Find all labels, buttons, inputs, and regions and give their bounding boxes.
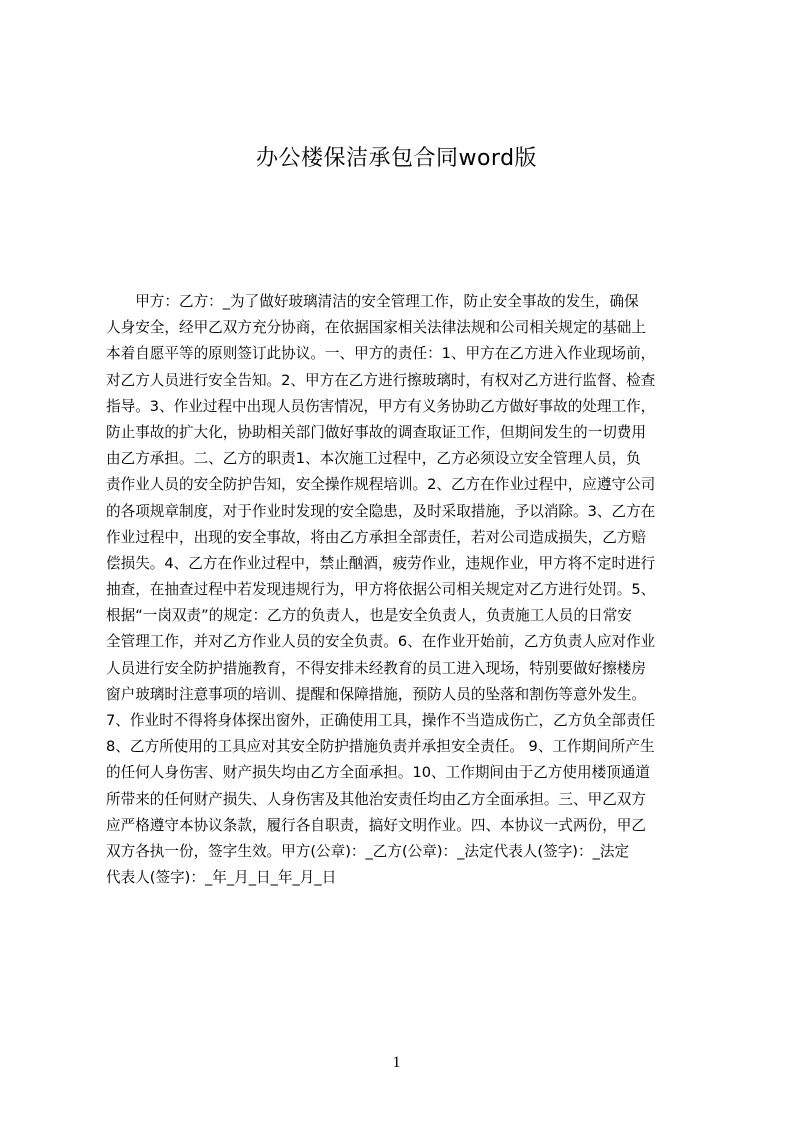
contract-body <box>106 289 698 909</box>
body-line: 由乙方承担。二、乙方的职责1、本次施工过程中，乙方必须设立安全管理人员，负 <box>106 450 641 468</box>
document-title: 办公楼保洁承包合同word版 <box>255 146 538 171</box>
body-line: 甲方：乙方：_为了做好玻璃清洁的安全管理工作，防止安全事故的发生，确保 <box>106 293 639 310</box>
body-line: 应严格遵守本协议条款，履行各自职责，搞好文明作业。四、本协议一式两份，甲乙 <box>106 816 646 834</box>
body-line: 的各项规章制度，对于作业时发现的安全隐患，及时采取措施，予以消除。3、乙方在 <box>106 502 656 520</box>
body-line: 全管理工作，并对乙方作业人员的安全负责。6、在作业开始前，乙方负责人应对作业 <box>106 633 656 651</box>
body-line: 8、乙方所使用的工具应对其安全防护措施负责并承担安全责任。 9、工作期间所产生 <box>106 738 655 756</box>
page-number: 1 <box>392 1054 401 1071</box>
body-line: 责作业人员的安全防护告知，安全操作规程培训。2、乙方在作业过程中，应遵守公司 <box>106 476 656 494</box>
body-line: 所带来的任何财产损失、人身伤害及其他治安责任均由乙方全面承担。三、甲乙双方 <box>106 790 646 808</box>
body-line: 根据“一岗双责”的规定：乙方的负责人，也是安全负责人，负责施工人员的日常安 <box>106 607 632 625</box>
body-line: 指导。3、作业过程中出现人员伤害情况，甲方有义务协助乙方做好事故的处理工作， <box>106 397 656 415</box>
body-line: 对乙方人员进行安全告知。2、甲方在乙方进行擦玻璃时，有权对乙方进行监督、检查 <box>106 371 656 389</box>
body-line: 本着自愿平等的原则签订此协议。一、甲方的责任：1、甲方在乙方进入作业现场前， <box>106 345 656 363</box>
body-line: 7、作业时不得将身体探出窗外，正确使用工具，操作不当造成伤亡，乙方负全部责任 <box>106 712 656 729</box>
body-line: 双方各执一份，签字生效。甲方(公章)：_乙方(公章)：_法定代表人(签字)：_法定 <box>106 842 630 860</box>
body-line: 人员进行安全防护措施教育，不得安排未经教育的员工进入现场，特别要做好擦楼房 <box>106 659 646 677</box>
body-line: 抽查，在抽查过程中若发现违规行为，甲方将依据公司相关规定对乙方进行处罚。5、 <box>106 581 656 599</box>
body-line: 偿损失。4、乙方在作业过程中，禁止酗酒，疲劳作业，违规作业，甲方将不定时进行 <box>106 554 656 572</box>
body-line: 窗户玻璃时注意事项的培训、提醒和保障措施，预防人员的坠落和割伤等意外发生。 <box>106 685 646 703</box>
body-line: 人身安全，经甲乙双方充分协商，在依据国家相关法律法规和公司相关规定的基础上 <box>106 319 646 337</box>
body-line: 的任何人身伤害、财产损失均由乙方全面承担。10、工作期间由于乙方使用楼顶通道 <box>106 764 650 782</box>
body-line: 防止事故的扩大化，协助相关部门做好事故的调查取证工作，但期间发生的一切费用 <box>106 423 646 441</box>
body-line: 代表人(签字)：_年_月_日_年_月_日 <box>106 869 337 887</box>
body-line: 作业过程中，出现的安全事故，将由乙方承担全部责任，若对公司造成损失，乙方赔 <box>106 528 646 546</box>
